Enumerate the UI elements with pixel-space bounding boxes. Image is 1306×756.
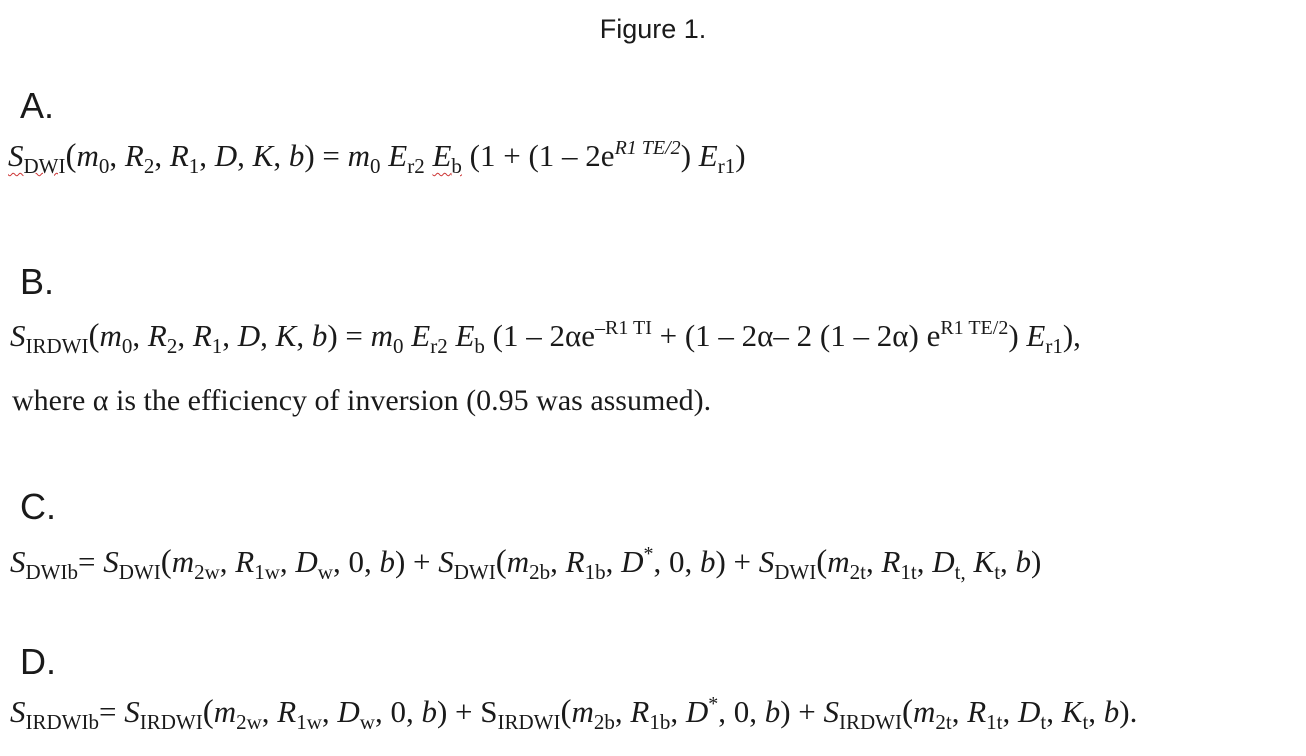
panel-label-d: D. bbox=[20, 641, 56, 682]
equation-c: $S_{DWIb}= S_{DWI}(m_{2w}$, $R_{1w}$, $D_w$, 0, $b) + S_{DWI}(m_{2b}$, $R_{1b}$, D*, 0, $b) + S_{DWI}(m_{2t}$, $R_{1t}$, $D_{t,}$ $K_t$, b) bbox=[10, 543, 1042, 584]
squiggly-underline-a: $S_{DWI}$ bbox=[8, 138, 66, 178]
inversion-efficiency-note: where α is the efficiency of inversion (0.95 was assumed). bbox=[12, 384, 712, 417]
panel-label-a: A. bbox=[20, 85, 55, 126]
equation-a: $S_{DWI}(m_0$, $R_2$, $R_1$, D, K, $b) = m_0$ $E_{r2}$ $E_b$ ($1 + (1 - 2e^{R1 TE/2})$ $E_{r1}$) bbox=[8, 137, 746, 178]
equation-b: $S_{IRDWI}(m_0$, $R_2$, $R_1$, D, K, $b) = m_0$ $E_{r2}$ $E_b$ ($1 - 2\alpha e^{-R1 TI} + (1 - 2\alpha-$ 2 (1 – 2α) $e^{R1 TE/2}$) $E_{r1}$), bbox=[10, 317, 1081, 358]
panel-label-b: B. bbox=[20, 261, 55, 302]
squiggly-underline-eb: $E_b$ bbox=[432, 138, 462, 178]
panel-label-c: C. bbox=[20, 486, 56, 527]
equation-d: $S_{IRDWIb}= S_{IRDWI}(m_{2w}$, $R_{1w}$, $D_w$, 0, $b) + S_{IRDWI}(m_{2b}$, $R_{1b}$, D*, 0, $b) + S_{IRDWI}(m_{2t}$, $R_{1t}$, $D_t$, $K_t$, b). bbox=[10, 693, 1138, 734]
figure-title: Figure 1. bbox=[599, 14, 707, 44]
